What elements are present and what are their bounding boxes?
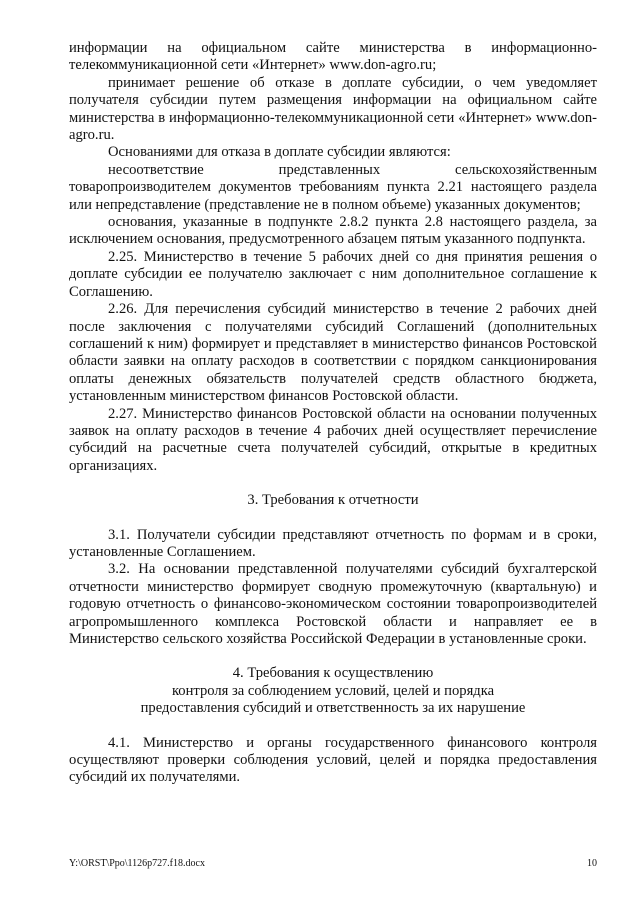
paragraph-spacer [69, 510, 597, 527]
page-footer [69, 858, 597, 870]
paragraph: несоответствие представленных сельскохозяйственным товаропроизводителем документов требованиям пункта 2.21 настоящего раздела или непредставление (представление не в полном объеме) указанных документов; [69, 161, 597, 213]
section-heading: предоставления субсидий и ответственность за их нарушение [140, 700, 526, 717]
paragraph-spacer [69, 475, 597, 492]
paragraph: Основаниями для отказа в доплате субсидии являются: [108, 144, 451, 161]
paragraph: 2.25. Министерство в течение 5 рабочих дней со дня принятия решения о доплате субсидии ее получателю заключает с ним дополнительное соглашение к Соглашению. [69, 248, 597, 300]
paragraph-spacer [69, 718, 597, 735]
document-body [69, 40, 597, 787]
paragraph: 3.2. На основании представленной получателями субсидий бухгалтерской отчетности министерство формирует сводную промежуточную (квартальную) и годовую отчетность о финансово-экономическом состоянии товаропроизводителей агропромышленного комплекса Ростовской области и направляет ее в Министерство сельского хозяйства Российской Федерации в установленные сроки. [69, 561, 597, 647]
paragraph-spacer [69, 648, 597, 665]
paragraph: 4.1. Министерство и органы государственного финансового контроля осуществляют проверки соблюдения условий, целей и порядка предоставления субсидий их получателями. [69, 734, 597, 786]
footer-file-path: Y:\ORST\Ppo\1126p727.f18.docx [69, 858, 205, 869]
paragraph: 3.1. Получатели субсидии представляют отчетность по формам и в сроки, установленные Соглашением. [69, 526, 597, 560]
paragraph: информации на официальном сайте министерства в информационно-телекоммуникационной сети «Интернет» www.don-agro.ru; [69, 40, 597, 74]
footer-page-number: 10 [587, 858, 597, 869]
paragraph: принимает решение об отказе в доплате субсидии, о чем уведомляет получателя субсидии путем размещения информации на официальном сайте министерства в информационно-телекоммуникационной сети «Интернет» www.don-agro.ru. [69, 74, 597, 144]
paragraph: основания, указанные в подпункте 2.8.2 пункта 2.8 настоящего раздела, за исключением основания, предусмотренного абзацем пятым указанного подпункта. [69, 214, 597, 248]
section-heading: 4. Требования к осуществлению [232, 665, 434, 682]
section-heading: контроля за соблюдением условий, целей и порядка [171, 682, 495, 699]
paragraph: 2.27. Министерство финансов Ростовской области на основании полученных заявок на оплату расходов в течение 4 рабочих дней осуществляет перечисление субсидий на расчетные счета получателей субсидий, открытые в кредитных организациях. [69, 405, 597, 474]
paragraph: 2.26. Для перечисления субсидий министерство в течение 2 рабочих дней после заключения с получателями субсидий Соглашений (дополнительных соглашений к ним) формирует и представляет в министерство финансов Ростовской области заявки на оплату расходов в соответствии с порядком санкционирования оплаты денежных обязательств получателей средств областного бюджета, установленным министерством финансов Ростовской области. [69, 301, 597, 405]
section-heading: 3. Требования к отчетности [247, 492, 419, 509]
